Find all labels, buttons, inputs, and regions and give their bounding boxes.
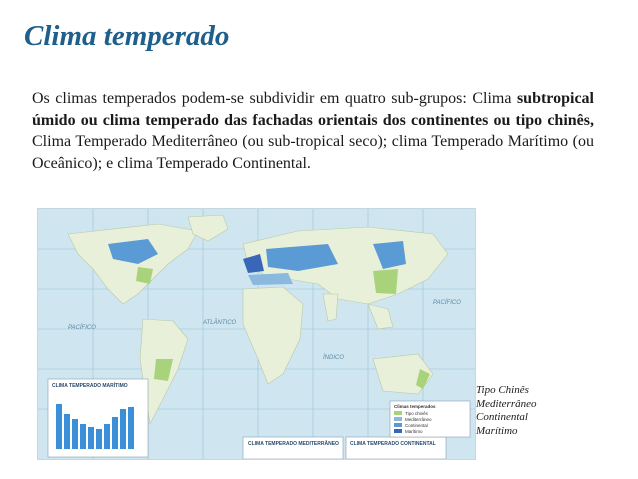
- map-legend-item-tipo-chines: Tipo chinês: [405, 411, 428, 416]
- africa: [243, 287, 303, 384]
- north-america: [68, 224, 198, 304]
- map-legend-title: Climas temperados: [394, 404, 436, 409]
- map-legend-item-continental: Continental: [405, 423, 428, 428]
- map-legend-item-mediterraneo: Mediterrâneo: [405, 417, 432, 422]
- legend-item-tipo-chines: Tipo Chinês: [476, 384, 529, 396]
- intro-paragraph: [32, 88, 594, 174]
- ocean-label-pacific-west: PACÍFICO: [68, 325, 96, 331]
- paragraph-text-2: Clima Temperado Mediterrâneo (ou sub-tropical seco); clima Temperado Marítimo (ou Oceânico); e clima Temperado Continental.: [32, 133, 594, 172]
- india: [323, 294, 338, 321]
- climograph-maritimo-title: CLIMA TEMPERADO MARÍTIMO: [52, 383, 128, 389]
- legend-item-continental: Continental: [476, 411, 528, 423]
- world-climate-map: [37, 208, 476, 460]
- climograph-mediterraneo: [243, 437, 343, 459]
- ocean-label-pacific-east: PACÍFICO: [433, 300, 461, 306]
- slide-title: Clima temperado: [24, 20, 230, 52]
- climograph-continental: [346, 437, 446, 459]
- ocean-label-atlantic: ATLÂNTICO: [203, 320, 237, 326]
- climograph-mediterraneo-title: CLIMA TEMPERADO MEDITERRÂNEO: [248, 441, 339, 447]
- climate-legend: [476, 384, 536, 438]
- climograph-continental-title: CLIMA TEMPERADO CONTINENTAL: [350, 441, 436, 447]
- legend-item-maritimo: Marítimo: [476, 424, 518, 437]
- legend-item-mediterraneo: Mediterrâneo: [476, 397, 537, 410]
- ocean-label-indian: ÍNDICO: [323, 355, 344, 361]
- climograph-maritimo: [48, 379, 148, 457]
- zone-tipo-chines-na: [136, 267, 153, 284]
- map-legend-box: [390, 401, 470, 437]
- map-svg: [38, 209, 475, 459]
- zone-tipo-chines-asia: [373, 269, 398, 294]
- paragraph-bold-text: subtropical úmido ou clima temperado das fachadas orientais dos continentes ou tipo chinês,: [32, 90, 594, 129]
- map-legend-item-maritimo: Marítimo: [405, 429, 423, 434]
- paragraph-text-1: Os climas temperados podem-se subdividir em quatro sub-grupos: Clima: [32, 90, 517, 107]
- zone-mediterraneo: [248, 273, 293, 285]
- southeast-asia: [368, 304, 393, 329]
